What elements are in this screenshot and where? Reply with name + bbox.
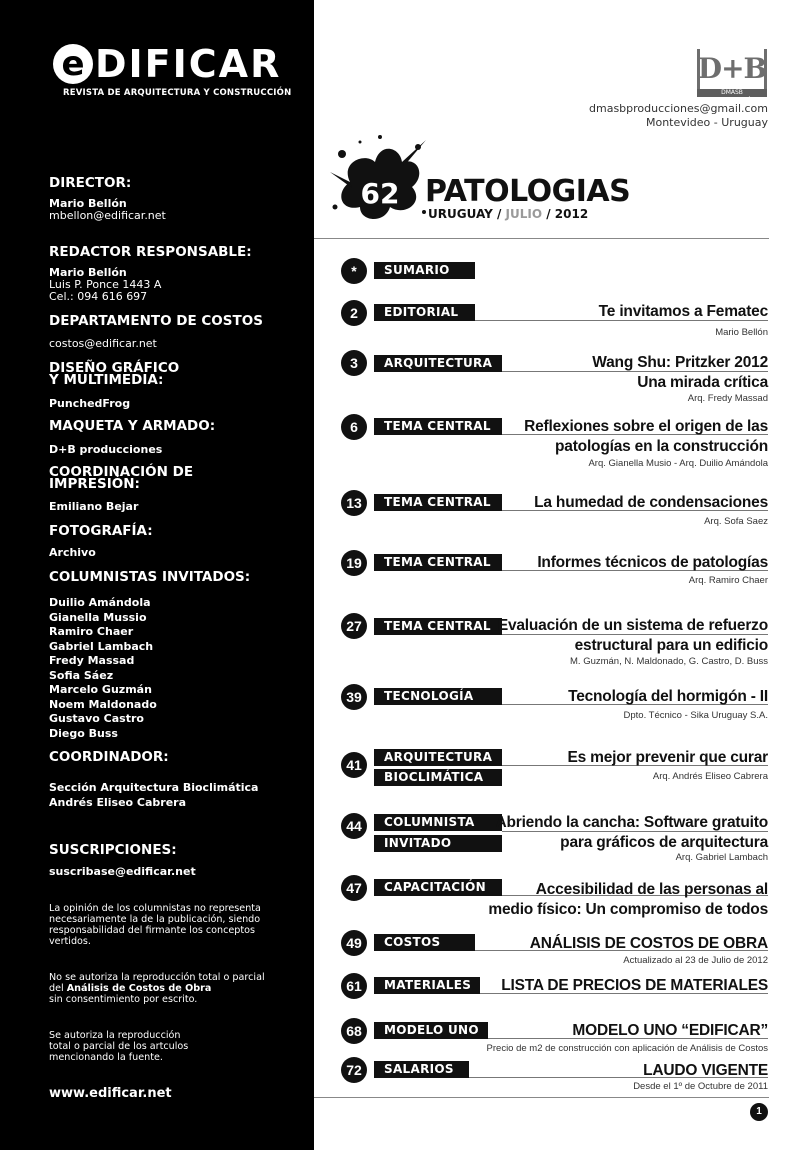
toc-title: Informes técnicos de patologías [537,554,768,571]
issue-country: URUGUAY / [428,207,502,221]
dmb-logo [697,49,767,104]
toc-page-number: 72 [341,1057,367,1083]
costos-heading: DEPARTAMENTO DE COSTOS [49,313,263,329]
toc-page-number: 13 [341,490,367,516]
edificar-logo [53,44,291,98]
toc-page-number: 47 [341,875,367,901]
toc-author: Desde el 1º de Octubre de 2011 [633,1081,768,1092]
toc-title: patologías en la construcción [555,438,768,455]
columnist-name: Diego Buss [49,726,118,740]
toc-author: Arq. Sofa Saez [704,516,768,527]
website-link[interactable]: www.edificar.net [49,1086,172,1101]
maqueta-heading: MAQUETA Y ARMADO: [49,418,216,434]
toc-author: Precio de m2 de construcción con aplicación de Análisis de Costos [486,1043,768,1054]
toc-title: Abriendo la cancha: Software gratuito [495,814,768,831]
disclaimer-line: sin consentimiento por escrito. [49,994,198,1005]
toc-title: Accesibilidad de las personas al [535,881,768,898]
page-number: 1 [750,1103,768,1121]
fotografia-name: Archivo [49,546,96,559]
publisher-email[interactable]: dmasbproducciones@gmail.com [589,102,768,115]
sumario-label: SUMARIO [374,262,475,279]
disclaimer-line: Se autoriza la reproducción [49,1030,181,1041]
toc-title: MODELO UNO “EDIFICAR” [572,1022,768,1039]
coordinador-name: Andrés Eliseo Cabrera [49,796,187,809]
toc-page-number: 61 [341,973,367,999]
toc-section-label: TEMA CENTRAL [374,418,502,435]
columnist-name: Duilio Amándola [49,596,151,609]
footer-divider [314,1097,769,1098]
toc-section-label: MATERIALES [374,977,480,994]
logo-tagline: REVISTA DE ARQUITECTURA Y CONSTRUCCIÓN [63,88,292,98]
redactor-heading: REDACTOR RESPONSABLE: [49,244,252,260]
toc-author: Mario Bellón [715,327,768,338]
toc-author: Arq. Gianella Musio - Arq. Duilio Amándola [588,458,768,469]
toc-section-label: SALARIOS [374,1061,469,1078]
toc-title: Wang Shu: Pritzker 2012 [592,354,768,371]
toc-author: Arq. Gabriel Lambach [675,852,768,863]
toc-section-label: TEMA CENTRAL [374,494,502,511]
toc-section-label: MODELO UNO [374,1022,488,1039]
sumario-bullet: * [341,258,367,284]
columnist-name: Ramiro Chaer [49,625,134,638]
toc-page-number: 27 [341,613,367,639]
coordinador-section: Sección Arquitectura Bioclimática [49,781,259,794]
issue-year: / 2012 [546,207,589,221]
toc-section-label: TEMA CENTRAL [374,554,502,571]
toc-section-label-2: INVITADO [374,835,502,852]
issue-date [428,207,588,221]
redactor-phone: Cel.: 094 616 697 [49,290,148,303]
disclaimer-line [49,983,289,994]
toc-section-label: COSTOS [374,934,475,951]
suscripciones-heading: SUSCRIPCIONES: [49,842,177,858]
toc-title: medio físico: Un compromiso de todos [488,901,768,918]
toc-page-number: 39 [341,684,367,710]
maqueta-name: D+B producciones [49,443,163,456]
toc-title: Es mejor prevenir que curar [567,749,768,766]
coordinacion-heading-2: IMPRESIÓN: [49,476,140,492]
costos-email: costos@edificar.net [49,337,157,350]
toc-title: Te invitamos a Fematec [598,303,768,320]
toc-page-number: 68 [341,1018,367,1044]
fotografia-heading: FOTOGRAFÍA: [49,523,153,539]
columnist-name: Gianella Mussio [49,610,147,624]
toc-author: Arq. Andrés Eliseo Cabrera [652,771,768,782]
issue-month: JULIO [505,207,543,221]
columnist-name: Sofia Sáez [49,668,114,682]
logo-e-mark: e [53,44,93,84]
redactor-address: Luis P. Ponce 1443 A [49,278,162,291]
issue-title: PATOLOGIAS [425,174,631,209]
toc-page-number: 44 [341,813,367,839]
director-email: mbellon@edificar.net [49,209,166,222]
disclaimer-line: No se autoriza la reproducción total o parcial [49,972,265,983]
toc-page-number: 2 [341,300,367,326]
columnist-name: Gustavo Castro [49,712,144,725]
toc-title: estructural para un edificio [574,637,768,654]
header-divider [314,238,769,239]
suscripciones-email: suscribase@edificar.net [49,865,196,878]
toc-section-label: TECNOLOGÍA [374,688,502,705]
disclaimer-line: total o parcial de los artculos [49,1041,189,1052]
dmb-logo-band: DMASB COMUNICACIÓN [697,89,767,97]
toc-title: Evaluación de un sistema de refuerzo [497,617,768,634]
toc-title: Tecnología del hormigón - II [568,688,768,705]
publisher-city: Montevideo - Uruguay [645,116,768,129]
toc-page-number: 49 [341,930,367,956]
toc-page-number: 41 [341,752,367,778]
redactor-name: Mario Bellón [49,266,127,279]
disclaimer-line: mencionando la fuente. [49,1052,163,1063]
diseno-name: PunchedFrog [49,397,131,410]
toc-title: Reflexiones sobre el origen de las [524,418,768,435]
toc-section-label: ARQUITECTURA [374,749,502,766]
toc-title: ANÁLISIS DE COSTOS DE OBRA [529,935,768,952]
columnistas-heading: COLUMNISTAS INVITADOS: [49,569,251,585]
disclaimer-line: responsabilidad del firmante los conceptos [49,925,255,936]
toc-section-label-2: BIOCLIMÁTICA [374,769,502,786]
disclaimer-line: La opinión de los columnistas no representa [49,903,261,914]
toc-section-label: TEMA CENTRAL [374,618,502,635]
director-name: Mario Bellón [49,197,127,210]
columnist-name: Noem Maldonado [49,697,157,711]
toc-section-label: EDITORIAL [374,304,475,321]
logo-wordmark: DIFICAR [95,42,282,86]
coordinacion-name: Emiliano Bejar [49,500,139,513]
disclaimer-line: vertidos. [49,936,91,947]
toc-page-number: 19 [341,550,367,576]
toc-section-label: ARQUITECTURA [374,355,502,372]
toc-page-number: 6 [341,414,367,440]
toc-title: Una mirada crítica [637,374,768,391]
toc-title: La humedad de condensaciones [534,494,768,511]
toc-author: Arq. Fredy Massad [687,393,768,404]
diseno-heading-1: DISEÑO GRÁFICO [49,360,180,376]
disclaimer-line: necesariamente la de la publicación, siendo [49,914,261,925]
toc-section-label: COLUMNISTA [374,814,502,831]
credits-panel [0,0,314,1150]
columnist-name: Marcelo Guzmán [49,683,152,696]
toc-author: Actualizado al 23 de Julio de 2012 [623,955,768,966]
toc-title: para gráficos de arquitectura [560,834,768,851]
toc-author: Dpto. Técnico - Sika Uruguay S.A. [623,710,768,721]
diseno-heading-2: Y MULTIMEDIA: [49,372,164,388]
toc-title: LISTA DE PRECIOS DE MATERIALES [501,977,768,994]
toc-author: M. Guzmán, N. Maldonado, G. Castro, D. Buss [570,656,768,667]
columnist-name: Gabriel Lambach [49,639,154,653]
director-heading: DIRECTOR: [49,175,132,191]
toc-title: LAUDO VIGENTE [643,1062,768,1079]
columnist-name: Fredy Massad [49,654,135,667]
disclaimer-prefix: del [49,983,67,994]
issue-number: 62 [360,177,400,210]
toc-page-number: 3 [341,350,367,376]
coordinacion-heading-1: COORDINACIÓN DE [49,464,194,480]
coordinador-heading: COORDINADOR: [49,749,169,765]
dmb-logo-text: D+B [697,52,767,85]
toc-section-label: CAPACITACIÓN [374,879,502,896]
toc-author: Arq. Ramiro Chaer [688,575,768,586]
disclaimer-bold: Análisis de Costos de Obra [66,983,212,994]
